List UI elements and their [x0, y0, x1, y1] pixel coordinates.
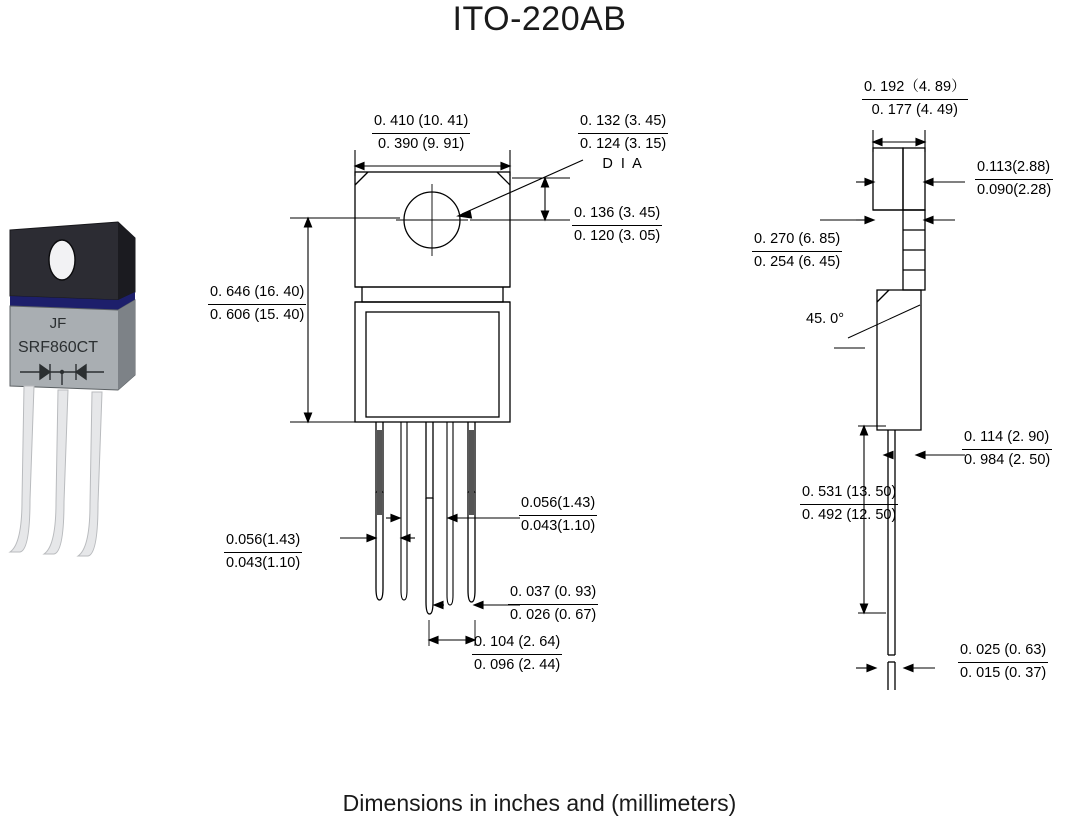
dim-side-tab-thickness: 0.113(2.88) 0.090(2.28) [977, 159, 1052, 198]
dim-side-lead-thickness: 0. 025 (0. 63) 0. 015 (0. 37) [960, 642, 1047, 681]
dim-front-lead-pitch: 0. 104 (2. 64) 0. 096 (2. 44) [474, 634, 561, 673]
front-view-drawing [200, 90, 680, 710]
photo-marking-line2: SRF860CT [17, 339, 99, 356]
dim-front-hole-dia: 0. 132 (3. 45) 0. 124 (3. 15) D I A [580, 113, 667, 173]
photo-marking-line1: JF [49, 315, 67, 332]
dim-side-tab-height: 0. 192（4. 89） 0. 177 (4. 49) [864, 79, 966, 118]
dim-side-shoulder-offset: 0. 114 (2. 90) 0. 984 (2. 50) [964, 429, 1051, 468]
dim-side-body-thickness: 0. 270 (6. 85) 0. 254 (6. 45) [754, 231, 841, 270]
package-photo-svg [0, 200, 150, 560]
dim-side-lead-length: 0. 531 (13. 50) 0. 492 (12. 50) [802, 484, 897, 523]
dim-front-lead-thickness: 0. 037 (0. 93) 0. 026 (0. 67) [510, 584, 597, 623]
page-title: ITO-220AB [452, 0, 627, 38]
dim-side-chamfer-angle: 45. 0° [806, 311, 845, 327]
dim-front-lead-width-outer: 0.056(1.43) 0.043(1.10) [226, 532, 301, 571]
dim-front-lead-width-center: 0.056(1.43) 0.043(1.10) [521, 495, 596, 534]
dim-front-hole-center: 0. 136 (3. 45) 0. 120 (3. 05) [574, 205, 661, 244]
footer-note: Dimensions in inches and (millimeters) [342, 790, 737, 816]
dim-front-body-width: 0. 410 (10. 41) 0. 390 (9. 91) [374, 113, 469, 152]
dim-front-total-height: 0. 646 (16. 40) 0. 606 (15. 40) [210, 284, 305, 323]
ito-220ab-package-photo [0, 200, 150, 560]
